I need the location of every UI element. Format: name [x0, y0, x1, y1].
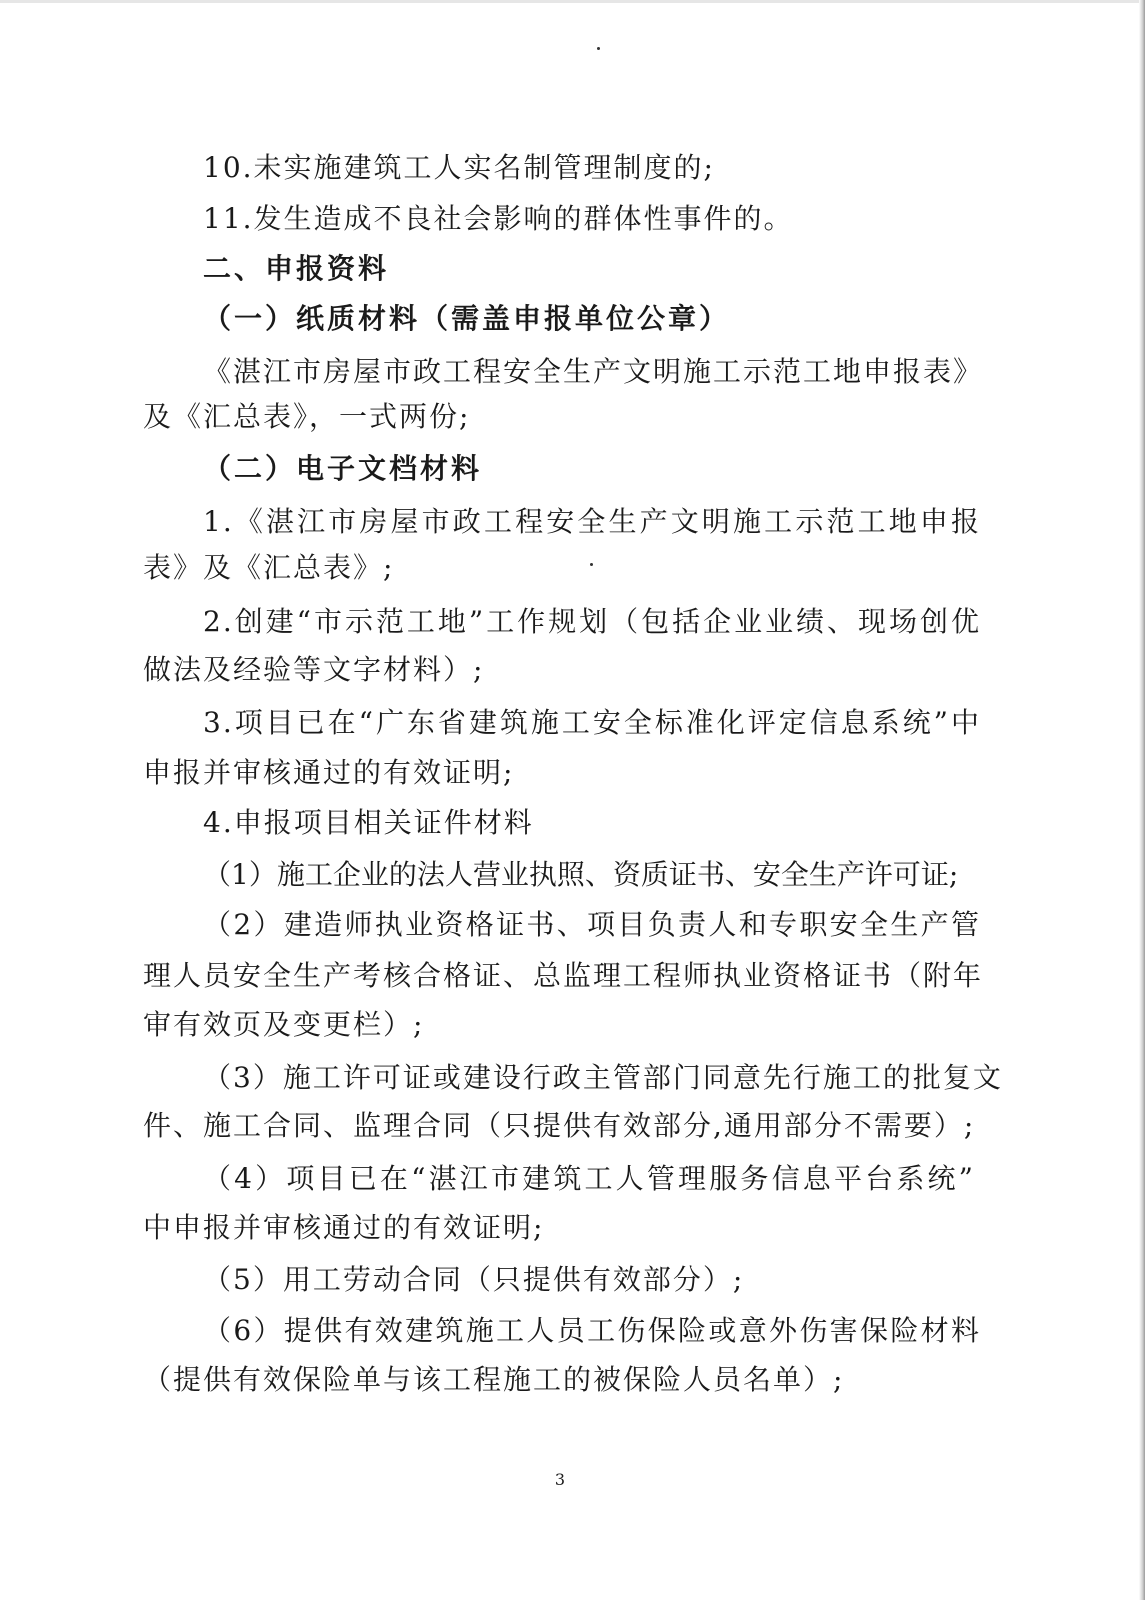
subsection-heading-paper: （一）纸质材料（需盖申报单位公章） [203, 302, 731, 335]
list-item-2: 2.创建“市示范工地”工作规划（包括企业业绩、现场创优 [203, 605, 981, 638]
scan-right-edge [1139, 0, 1145, 1600]
sub-item-2: （2）建造师执业资格证书、项目负责人和专职安全生产管 [203, 908, 981, 941]
list-item-1-cont: 表》及《汇总表》; [143, 551, 395, 584]
list-item-10: 10.未实施建筑工人实名制管理制度的; [203, 151, 715, 184]
sub-item-6-cont: （提供有效保险单与该工程施工的被保险人员名单）; [143, 1363, 845, 1396]
list-item-3-cont: 申报并审核通过的有效证明; [143, 756, 515, 789]
scan-speck [597, 47, 600, 50]
scan-speck [590, 563, 593, 566]
page-number: 3 [554, 1470, 566, 1489]
sub-item-4: （4）项目已在“湛江市建筑工人管理服务信息平台系统” [203, 1162, 975, 1195]
sub-item-1: （1）施工企业的法人营业执照、资质证书、安全生产许可证; [203, 858, 959, 891]
section-heading: 二、申报资料 [203, 252, 390, 285]
sub-item-5: （5）用工劳动合同（只提供有效部分）; [203, 1263, 745, 1296]
sub-item-3: （3）施工许可证或建设行政主管部门同意先行施工的批复文 [203, 1061, 1003, 1094]
paragraph-line: 《湛江市房屋市政工程安全生产文明施工示范工地申报表》 [203, 355, 984, 388]
list-item-3: 3.项目已在“广东省建筑施工安全标准化评定信息系统”中 [203, 706, 981, 739]
scan-top-edge [0, 0, 1145, 3]
list-item-1: 1.《湛江市房屋市政工程安全生产文明施工示范工地申报 [203, 505, 981, 538]
list-item-2-cont: 做法及经验等文字材料）; [143, 653, 485, 686]
subsection-heading-electronic: （二）电子文档材料 [203, 452, 483, 485]
list-item-11: 11.发生造成不良社会影响的群体性事件的。 [203, 202, 794, 235]
sub-item-2-cont: 理人员安全生产考核合格证、总监理工程师执业资格证书（附年 [143, 959, 984, 992]
sub-item-4-cont: 中申报并审核通过的有效证明; [143, 1211, 545, 1244]
sub-item-2-cont: 审有效页及变更栏）; [143, 1008, 425, 1041]
sub-item-6: （6）提供有效建筑施工人员工伤保险或意外伤害保险材料 [203, 1314, 981, 1347]
sub-item-3-cont: 件、施工合同、监理合同（只提供有效部分,通用部分不需要）; [143, 1109, 976, 1142]
paragraph-line: 及《汇总表》，一式两份; [143, 400, 471, 433]
list-item-4: 4.申报项目相关证件材料 [203, 806, 534, 839]
